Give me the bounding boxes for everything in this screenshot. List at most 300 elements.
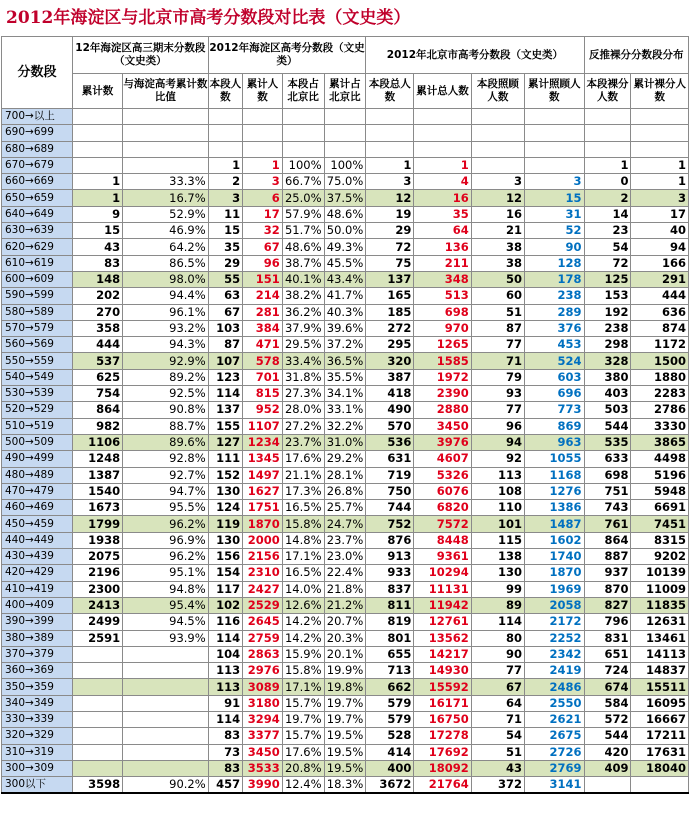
table-cell: 107 (208, 353, 242, 369)
table-cell: 1799 (72, 516, 122, 532)
table-cell: 444 (72, 337, 122, 353)
table-cell: 2283 (631, 386, 689, 402)
table-cell: 16750 (414, 711, 471, 727)
subheader-cell: 累计照顾人数 (524, 74, 584, 109)
table-cell: 662 (366, 679, 414, 695)
table-cell: 701 (243, 369, 283, 385)
table-cell: 94.5% (123, 614, 209, 630)
table-cell: 38.2% (282, 288, 324, 304)
table-cell: 96.1% (123, 304, 209, 320)
table-cell: 1345 (243, 451, 283, 467)
table-cell: 537 (72, 353, 122, 369)
score-range-cell: 430→439 (2, 549, 73, 565)
table-cell: 8448 (414, 532, 471, 548)
table-cell: 3377 (243, 728, 283, 744)
table-cell (584, 109, 631, 125)
table-cell: 45.5% (324, 255, 366, 271)
table-cell: 93 (471, 386, 524, 402)
table-cell: 27.2% (282, 418, 324, 434)
table-cell: 154 (208, 565, 242, 581)
score-range-cell: 650→659 (2, 190, 73, 206)
table-cell: 33.3% (123, 174, 209, 190)
table-cell: 130 (208, 483, 242, 499)
table-cell (208, 141, 242, 157)
table-cell (471, 125, 524, 141)
score-range-cell: 540→549 (2, 369, 73, 385)
table-cell: 1265 (414, 337, 471, 353)
table-cell: 19.7% (324, 695, 366, 711)
table-cell (123, 695, 209, 711)
table-cell: 21.2% (324, 597, 366, 613)
table-cell: 864 (72, 402, 122, 418)
table-cell: 544 (584, 418, 631, 434)
table-cell: 43 (471, 760, 524, 776)
table-cell: 1276 (524, 483, 584, 499)
score-range-cell: 600→609 (2, 271, 73, 287)
table-cell: 4607 (414, 451, 471, 467)
score-range-cell: 300→309 (2, 760, 73, 776)
table-cell: 125 (584, 271, 631, 287)
table-cell: 3 (208, 190, 242, 206)
table-cell: 1938 (72, 532, 122, 548)
table-cell: 28.1% (324, 467, 366, 483)
table-cell: 137 (366, 271, 414, 287)
score-range-cell: 410→419 (2, 581, 73, 597)
table-cell: 418 (366, 386, 414, 402)
table-cell: 380 (584, 369, 631, 385)
table-cell (208, 109, 242, 125)
table-cell: 1740 (524, 549, 584, 565)
score-range-cell: 620→629 (2, 239, 73, 255)
table-cell: 17631 (631, 744, 689, 760)
table-cell: 35 (208, 239, 242, 255)
table-cell: 32.2% (324, 418, 366, 434)
table-cell: 88.7% (123, 418, 209, 434)
table-cell (123, 760, 209, 776)
table-cell: 83 (72, 255, 122, 271)
table-cell: 1487 (524, 516, 584, 532)
table-cell: 751 (584, 483, 631, 499)
table-cell: 63 (208, 288, 242, 304)
table-cell: 2759 (243, 630, 283, 646)
table-cell: 92.9% (123, 353, 209, 369)
table-cell: 453 (524, 337, 584, 353)
table-cell (123, 728, 209, 744)
table-cell: 409 (584, 760, 631, 776)
table-cell (524, 157, 584, 173)
table-cell: 298 (584, 337, 631, 353)
table-cell: 23 (584, 223, 631, 239)
table-cell: 113 (471, 467, 524, 483)
table-cell: 87 (208, 337, 242, 353)
table-row (2, 157, 689, 173)
table-cell: 713 (366, 663, 414, 679)
table-cell: 117 (208, 581, 242, 597)
table-cell: 2342 (524, 646, 584, 662)
table-cell: 2529 (243, 597, 283, 613)
table-cell: 2645 (243, 614, 283, 630)
table-cell: 2786 (631, 402, 689, 418)
table-cell: 19.5% (324, 728, 366, 744)
table-cell: 40.3% (324, 304, 366, 320)
table-cell: 93.9% (123, 630, 209, 646)
table-cell: 94.7% (123, 483, 209, 499)
table-cell: 490 (366, 402, 414, 418)
table-cell: 23.7% (324, 532, 366, 548)
table-cell: 98.0% (123, 271, 209, 287)
table-cell: 2075 (72, 549, 122, 565)
table-cell: 33.4% (282, 353, 324, 369)
table-cell: 584 (584, 695, 631, 711)
table-cell: 752 (366, 516, 414, 532)
table-cell: 2550 (524, 695, 584, 711)
table-cell: 12631 (631, 614, 689, 630)
table-row (2, 532, 689, 548)
table-cell (414, 125, 471, 141)
table-cell (324, 141, 366, 157)
table-cell: 51 (471, 304, 524, 320)
table-cell: 320 (366, 353, 414, 369)
table-cell: 3865 (631, 434, 689, 450)
score-range-cell: 480→489 (2, 467, 73, 483)
subheader-cell: 累计裸分人数 (631, 74, 689, 109)
table-cell: 111 (208, 451, 242, 467)
table-cell: 16667 (631, 711, 689, 727)
table-cell: 1751 (243, 500, 283, 516)
table-cell: 43.4% (324, 271, 366, 287)
table-row (2, 402, 689, 418)
score-range-cell: 390→399 (2, 614, 73, 630)
table-cell: 631 (366, 451, 414, 467)
table-cell: 1 (631, 174, 689, 190)
table-cell: 636 (631, 304, 689, 320)
table-cell: 22.4% (324, 565, 366, 581)
table-cell: 444 (631, 288, 689, 304)
table-row (2, 711, 689, 727)
score-range-cell: 580→589 (2, 304, 73, 320)
table-cell: 31.0% (324, 434, 366, 450)
table-cell: 50.0% (324, 223, 366, 239)
table-cell: 12 (471, 190, 524, 206)
table-row (2, 549, 689, 565)
table-cell: 119 (208, 516, 242, 532)
table-row (2, 386, 689, 402)
table-cell: 3450 (243, 744, 283, 760)
table-cell: 1540 (72, 483, 122, 499)
table-cell: 25.0% (282, 190, 324, 206)
table-cell: 17.6% (282, 451, 324, 467)
subheader-cell: 累计人数 (243, 74, 283, 109)
table-cell: 26.8% (324, 483, 366, 499)
table-cell: 3089 (243, 679, 283, 695)
subheader-cell: 本段人数 (208, 74, 242, 109)
table-cell: 2880 (414, 402, 471, 418)
table-cell: 108 (471, 483, 524, 499)
table-cell: 91 (208, 695, 242, 711)
table-cell: 457 (208, 777, 242, 794)
table-cell: 674 (584, 679, 631, 695)
subheader-cell: 累计数 (72, 74, 122, 109)
table-cell: 87 (471, 320, 524, 336)
table-cell: 94.4% (123, 288, 209, 304)
table-cell (123, 109, 209, 125)
table-cell: 202 (72, 288, 122, 304)
table-cell: 14113 (631, 646, 689, 662)
table-cell: 46.9% (123, 223, 209, 239)
table-cell: 238 (524, 288, 584, 304)
table-cell: 3 (471, 174, 524, 190)
table-cell: 17.3% (282, 483, 324, 499)
table-cell: 15511 (631, 679, 689, 695)
table-cell: 6820 (414, 500, 471, 516)
table-cell: 94 (471, 434, 524, 450)
table-cell: 25.7% (324, 500, 366, 516)
table-cell: 2000 (243, 532, 283, 548)
header-group-beijing-2012: 2012年北京市高考分数段（文史类） (366, 37, 584, 74)
table-cell: 67 (208, 304, 242, 320)
table-cell: 75.0% (324, 174, 366, 190)
table-cell: 115 (471, 532, 524, 548)
table-cell (282, 125, 324, 141)
table-cell: 67 (243, 239, 283, 255)
table-cell: 21.1% (282, 467, 324, 483)
table-cell: 2675 (524, 728, 584, 744)
score-range-cell: 340→349 (2, 695, 73, 711)
table-cell: 358 (72, 320, 122, 336)
table-cell: 92.5% (123, 386, 209, 402)
table-cell: 17.6% (282, 744, 324, 760)
table-cell: 1107 (243, 418, 283, 434)
table-cell: 101 (471, 516, 524, 532)
table-cell (123, 125, 209, 141)
table-cell: 937 (584, 565, 631, 581)
table-cell: 20.3% (324, 630, 366, 646)
table-cell: 21764 (414, 777, 471, 794)
table-cell: 2 (584, 190, 631, 206)
score-range-cell: 670→679 (2, 157, 73, 173)
table-cell: 1 (72, 190, 122, 206)
table-cell: 29.5% (282, 337, 324, 353)
table-cell: 14 (584, 206, 631, 222)
table-cell: 64 (414, 223, 471, 239)
score-range-cell: 680→689 (2, 141, 73, 157)
table-cell: 1 (366, 157, 414, 173)
score-range-cell: 400→409 (2, 597, 73, 613)
table-cell: 1234 (243, 434, 283, 450)
table-cell (72, 141, 122, 157)
score-range-cell: 460→469 (2, 500, 73, 516)
table-cell: 1969 (524, 581, 584, 597)
table-cell: 3533 (243, 760, 283, 776)
table-cell: 837 (366, 581, 414, 597)
table-cell: 96 (243, 255, 283, 271)
table-cell: 16171 (414, 695, 471, 711)
table-cell: 24.7% (324, 516, 366, 532)
table-cell: 86.5% (123, 255, 209, 271)
subheader-cell: 累计总人数 (414, 74, 471, 109)
table-cell: 376 (524, 320, 584, 336)
score-range-cell: 420→429 (2, 565, 73, 581)
table-cell: 2621 (524, 711, 584, 727)
table-cell: 130 (471, 565, 524, 581)
table-cell: 15 (72, 223, 122, 239)
table-cell: 952 (243, 402, 283, 418)
score-range-cell: 510→519 (2, 418, 73, 434)
table-cell: 11835 (631, 597, 689, 613)
table-cell: 754 (72, 386, 122, 402)
table-row (2, 728, 689, 744)
table-cell: 16.7% (123, 190, 209, 206)
table-cell: 130 (208, 532, 242, 548)
table-row (2, 353, 689, 369)
table-cell: 2427 (243, 581, 283, 597)
table-cell: 3672 (366, 777, 414, 794)
table-cell: 1 (631, 157, 689, 173)
table-cell: 15.8% (282, 663, 324, 679)
score-range-cell: 360→369 (2, 663, 73, 679)
table-cell: 876 (366, 532, 414, 548)
table-cell: 3 (243, 174, 283, 190)
table-cell: 20.7% (324, 614, 366, 630)
table-cell: 71 (471, 711, 524, 727)
table-cell: 982 (72, 418, 122, 434)
table-cell: 16095 (631, 695, 689, 711)
score-range-cell: 550→559 (2, 353, 73, 369)
table-cell: 2769 (524, 760, 584, 776)
table-cell: 471 (243, 337, 283, 353)
table-cell: 80 (471, 630, 524, 646)
table-cell: 211 (414, 255, 471, 271)
table-row (2, 320, 689, 336)
table-cell: 57.9% (282, 206, 324, 222)
table-cell: 178 (524, 271, 584, 287)
table-cell: 1500 (631, 353, 689, 369)
table-cell: 1972 (414, 369, 471, 385)
table-cell (72, 711, 122, 727)
table-cell: 1 (243, 157, 283, 173)
table-cell: 18040 (631, 760, 689, 776)
table-cell: 77 (471, 337, 524, 353)
table-row (2, 760, 689, 776)
table-cell: 2486 (524, 679, 584, 695)
table-cell: 185 (366, 304, 414, 320)
table-cell: 19.5% (324, 760, 366, 776)
table-cell: 1870 (243, 516, 283, 532)
table-cell: 1627 (243, 483, 283, 499)
table-cell: 12761 (414, 614, 471, 630)
table-cell: 40.1% (282, 271, 324, 287)
table-cell (123, 679, 209, 695)
table-row (2, 255, 689, 271)
table-cell: 811 (366, 597, 414, 613)
table-cell: 2419 (524, 663, 584, 679)
score-range-cell: 640→649 (2, 206, 73, 222)
table-cell: 50 (471, 271, 524, 287)
table-cell: 19.7% (324, 711, 366, 727)
table-cell: 96.2% (123, 549, 209, 565)
table-cell: 1168 (524, 467, 584, 483)
table-cell: 21.8% (324, 581, 366, 597)
table-cell: 3 (366, 174, 414, 190)
table-row (2, 516, 689, 532)
table-cell (366, 141, 414, 157)
table-cell: 92.7% (123, 467, 209, 483)
table-cell: 94.3% (123, 337, 209, 353)
table-cell: 743 (584, 500, 631, 516)
table-cell: 1602 (524, 532, 584, 548)
table-cell: 3 (631, 190, 689, 206)
score-range-cell: 700→以上 (2, 109, 73, 125)
score-range-cell: 450→459 (2, 516, 73, 532)
table-cell (123, 744, 209, 760)
table-cell: 3450 (414, 418, 471, 434)
table-cell (282, 109, 324, 125)
table-cell (243, 141, 283, 157)
table-cell: 96.2% (123, 516, 209, 532)
table-cell: 18.3% (324, 777, 366, 794)
table-cell: 15.8% (282, 516, 324, 532)
subheader-row (2, 74, 689, 109)
table-cell: 92.8% (123, 451, 209, 467)
table-cell: 137 (208, 402, 242, 418)
score-range-cell: 330→339 (2, 711, 73, 727)
table-cell: 79 (471, 369, 524, 385)
table-cell: 12 (366, 190, 414, 206)
table-cell: 38.7% (282, 255, 324, 271)
score-range-cell: 320→329 (2, 728, 73, 744)
table-cell: 37.9% (282, 320, 324, 336)
table-row (2, 565, 689, 581)
table-cell: 12.6% (282, 597, 324, 613)
table-cell: 1055 (524, 451, 584, 467)
table-cell: 8315 (631, 532, 689, 548)
table-cell: 29 (208, 255, 242, 271)
table-cell: 36.2% (282, 304, 324, 320)
table-cell: 3598 (72, 777, 122, 794)
table-cell (72, 760, 122, 776)
table-cell: 2413 (72, 597, 122, 613)
table-row (2, 663, 689, 679)
table-cell (123, 663, 209, 679)
table-row (2, 614, 689, 630)
table-cell: 90 (471, 646, 524, 662)
table-cell: 40 (631, 223, 689, 239)
table-cell: 2300 (72, 581, 122, 597)
table-cell: 89.2% (123, 369, 209, 385)
table-cell: 970 (414, 320, 471, 336)
table-cell: 238 (584, 320, 631, 336)
table-cell (414, 109, 471, 125)
table-cell: 384 (243, 320, 283, 336)
table-cell: 104 (208, 646, 242, 662)
table-cell: 1 (414, 157, 471, 173)
table-cell: 2390 (414, 386, 471, 402)
table-cell: 83 (208, 760, 242, 776)
table-cell: 16.5% (282, 500, 324, 516)
table-cell: 11131 (414, 581, 471, 597)
table-cell: 32 (243, 223, 283, 239)
table-cell: 71 (471, 353, 524, 369)
table-cell: 114 (208, 711, 242, 727)
table-cell: 6691 (631, 500, 689, 516)
table-cell (282, 141, 324, 157)
table-cell: 15.7% (282, 695, 324, 711)
table-cell: 3294 (243, 711, 283, 727)
score-comparison-table (1, 36, 689, 794)
table-cell: 328 (584, 353, 631, 369)
table-cell: 7572 (414, 516, 471, 532)
table-cell: 1 (208, 157, 242, 173)
